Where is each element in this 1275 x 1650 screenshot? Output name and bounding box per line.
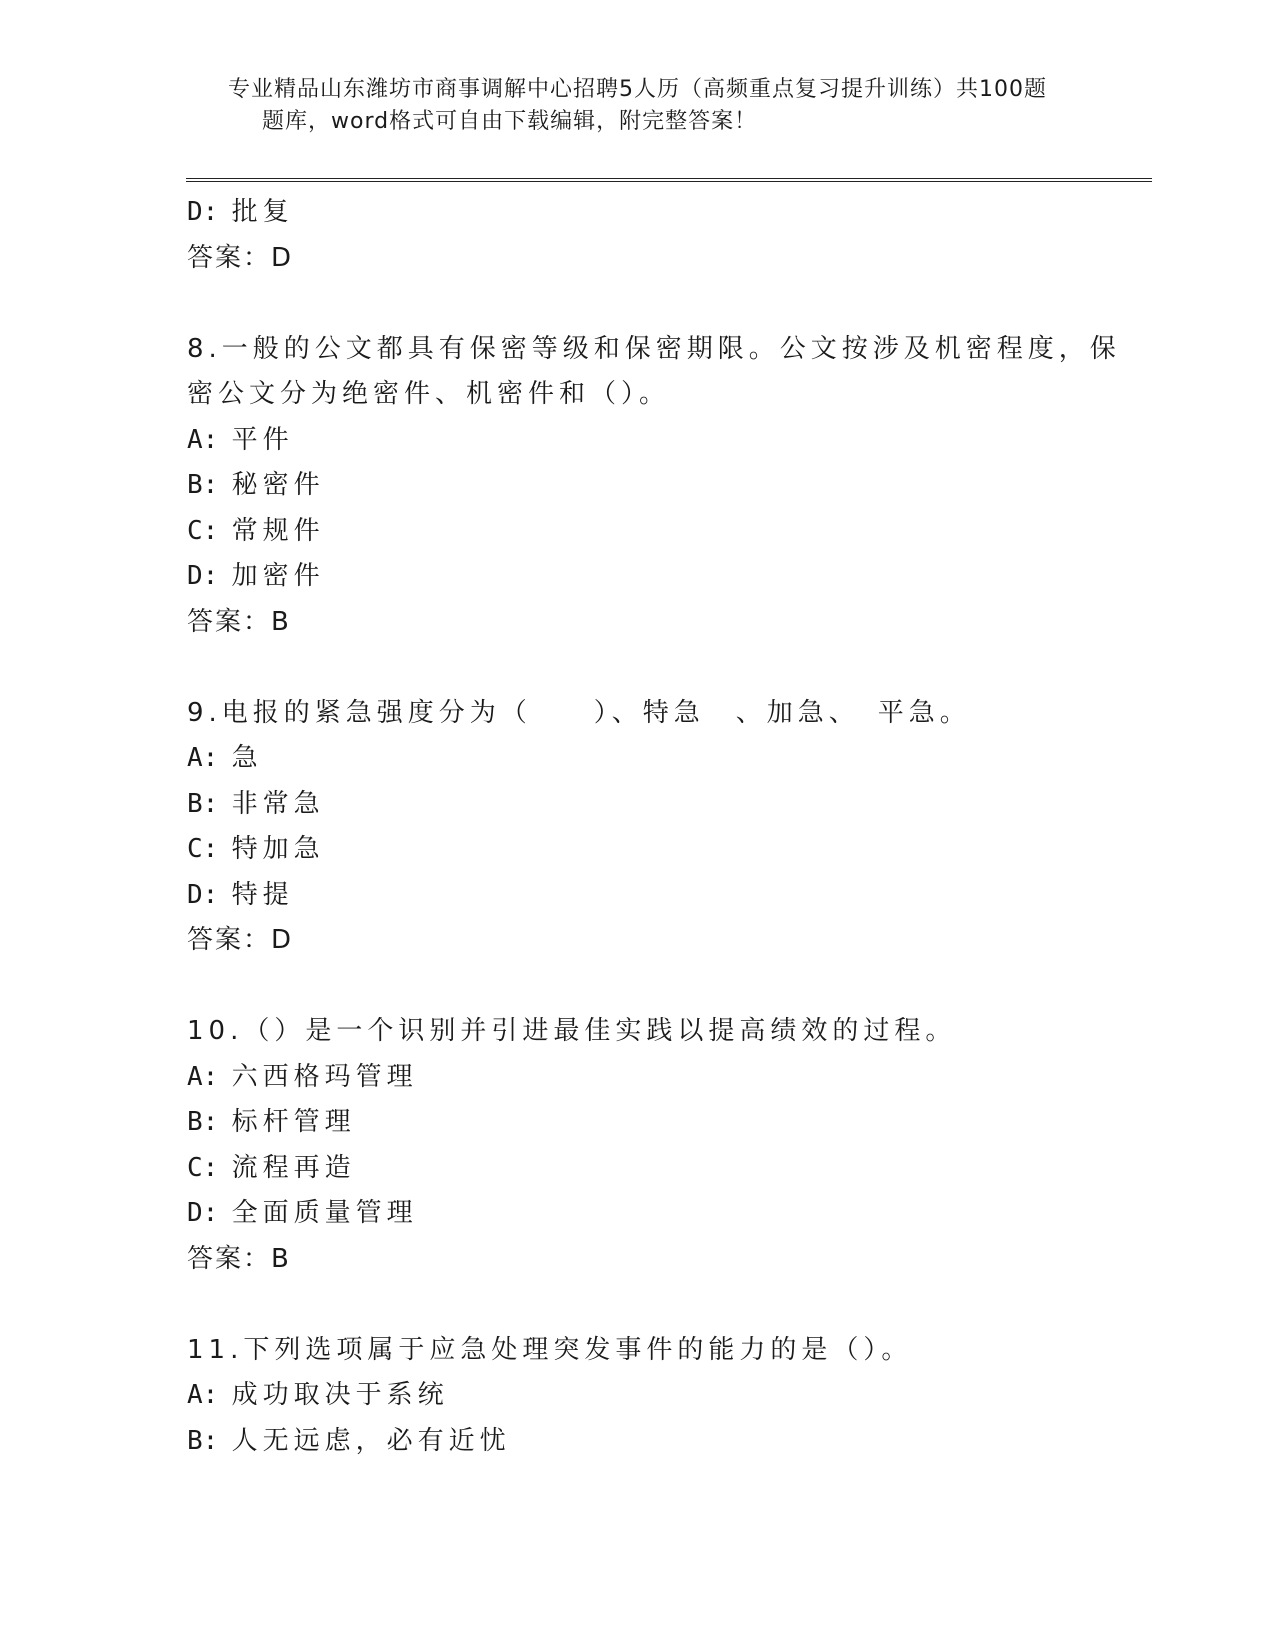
- spacer: [187, 964, 1087, 1010]
- option-line: [187, 1055, 1087, 1101]
- spacer: [187, 1282, 1087, 1328]
- option-text: 批复: [231, 197, 294, 227]
- option-line: [187, 463, 1087, 509]
- answer-line: 答案：D: [187, 925, 294, 955]
- option-text: 加密件: [231, 561, 325, 591]
- option-line: [187, 873, 1087, 919]
- option-letter: B:: [187, 1107, 219, 1137]
- option-letter: A:: [187, 1061, 219, 1092]
- option-letter: B:: [187, 470, 219, 500]
- option-line: [187, 1373, 1087, 1419]
- option-line: [187, 1419, 1087, 1465]
- option-text: 特提: [231, 879, 294, 910]
- option-text: 成功取决于系统: [231, 1380, 449, 1410]
- option-text: 常规件: [231, 515, 325, 546]
- question-stem: 11.下列选项属于应急处理突发事件的能力的是（）。: [187, 1334, 913, 1365]
- option-letter: D:: [187, 197, 219, 227]
- header-title-line1: 专业精品山东潍坊市商事调解中心招聘5人历（高频重点复习提升训练）共100题: [228, 77, 1047, 102]
- option-line: [187, 736, 1087, 782]
- option-letter: C:: [187, 515, 219, 546]
- option-letter: A:: [187, 424, 219, 455]
- header-title-line2: 题库，word格式可自由下载编辑，附完整答案！: [262, 109, 758, 134]
- option-text: 秘密件: [231, 470, 325, 500]
- option-text: 流程再造: [231, 1152, 356, 1183]
- option-letter: A:: [187, 743, 219, 773]
- option-text: 急: [231, 743, 263, 773]
- question-stem: 10.（）是一个识别并引进最佳实践以提高绩效的过程。: [187, 1016, 957, 1046]
- option-letter: B:: [187, 1425, 219, 1456]
- question-content: [187, 190, 1121, 1464]
- option-letter: A:: [187, 1380, 219, 1410]
- option-text: 人无远虑，必有近忧: [231, 1425, 511, 1456]
- option-line: [187, 418, 1087, 464]
- spacer: [187, 281, 1087, 327]
- question-stem: 密公文分为绝密件、机密件和（）。: [187, 379, 671, 409]
- option-line: [187, 1100, 1087, 1146]
- answer-line: 答案：D: [187, 242, 294, 273]
- spacer: [187, 645, 1087, 691]
- document-header: [0, 74, 1275, 138]
- option-text: 标杆管理: [231, 1107, 356, 1137]
- option-letter: B:: [187, 788, 219, 819]
- option-line: [187, 1146, 1087, 1192]
- option-line: [187, 1191, 1087, 1237]
- option-text: 全面质量管理: [231, 1198, 418, 1228]
- header-divider: [186, 178, 1152, 182]
- option-text: 特加急: [231, 834, 325, 864]
- option-line: [187, 554, 1087, 600]
- option-text: 非常急: [231, 788, 325, 819]
- option-line: [187, 509, 1087, 555]
- answer-line: 答案：B: [187, 1243, 291, 1274]
- answer-line: 答案：B: [187, 606, 291, 637]
- option-line: [187, 190, 1087, 236]
- option-letter: D:: [187, 1198, 219, 1228]
- question-stem: 8.一般的公文都具有保密等级和保密期限。公文按涉及机密程度，保: [187, 333, 1121, 364]
- option-text: 平件: [231, 424, 294, 455]
- option-line: [187, 827, 1087, 873]
- option-letter: D:: [187, 879, 219, 910]
- option-line: [187, 782, 1087, 828]
- option-letter: C:: [187, 834, 219, 864]
- option-letter: C:: [187, 1152, 219, 1183]
- question-stem: 9.电报的紧急强度分为（ ）、特急 、加急、 平急。: [187, 697, 971, 728]
- option-letter: D:: [187, 561, 219, 591]
- option-text: 六西格玛管理: [231, 1061, 418, 1092]
